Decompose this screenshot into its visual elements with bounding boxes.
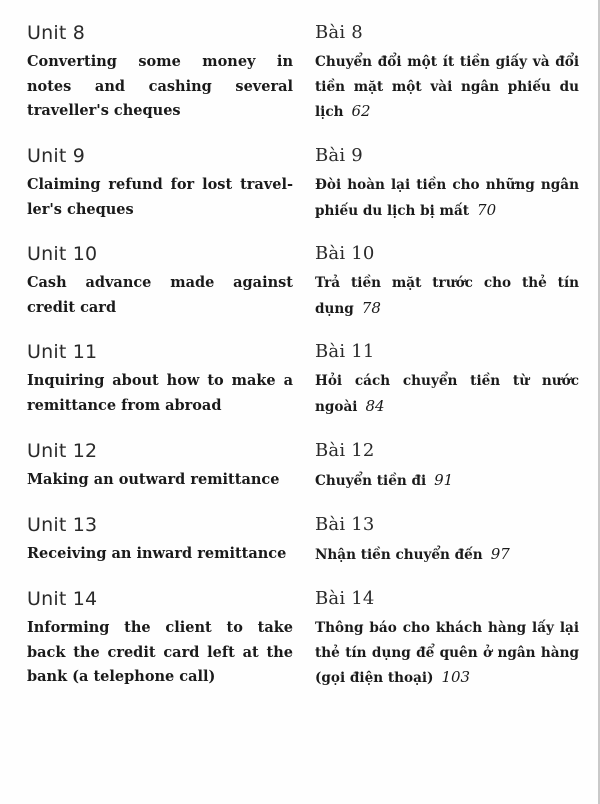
- lesson-label: Bài 12: [315, 440, 375, 461]
- page-number: 62: [351, 102, 371, 120]
- unit-label: Unit 10: [27, 243, 98, 265]
- toc-entry-vi: [315, 341, 579, 419]
- toc-entry-en: [27, 145, 293, 222]
- lesson-label: Bài 10: [315, 243, 375, 264]
- lesson-title-text: Thông báo cho khách hàng lấy lại thẻ tín dụng để quên ở ngân hàng (gọi điện thoại): [315, 620, 579, 686]
- lesson-title-text: Chuyển đổi một ít tiền giấy và đổi tiền mặt một vài ngân phiếu du lịch: [315, 54, 579, 120]
- lesson-label: Bài 14: [315, 588, 375, 609]
- toc-entry-vi: [315, 22, 579, 125]
- lesson-title: [315, 173, 579, 223]
- lesson-label: Bài 13: [315, 514, 375, 535]
- page-number: 103: [441, 668, 471, 686]
- toc-entry-en: [27, 341, 293, 418]
- unit-label: Unit 12: [27, 440, 98, 462]
- unit-title: Converting some money in notes and cashing several traveller's cheques: [27, 53, 293, 119]
- unit-label: Unit 9: [27, 145, 86, 167]
- page-number: 78: [361, 298, 381, 317]
- unit-title: Claiming refund for lost travel-ler's cheques: [27, 176, 293, 218]
- lesson-title-text: Chuyển tiền đi: [315, 473, 427, 489]
- lesson-label: Bài 8: [315, 22, 363, 43]
- lesson-title-text: Hỏi cách chuyển tiền từ nước ngoài: [315, 373, 579, 415]
- unit-title: Receiving an inward remittance: [27, 545, 287, 562]
- unit-title: Informing the client to take back the credit card left at the bank (a telephone call): [27, 619, 293, 685]
- lesson-title: [315, 542, 579, 568]
- unit-title: Making an outward remittance: [27, 471, 280, 488]
- lesson-title: [315, 616, 579, 691]
- page-number: 70: [477, 200, 497, 219]
- lesson-title: [315, 50, 579, 125]
- unit-label: Unit 8: [27, 22, 86, 44]
- unit-label: Unit 14: [27, 588, 98, 610]
- lesson-title-text: Nhận tiền chuyển đến: [315, 547, 483, 563]
- unit-label: Unit 11: [27, 341, 98, 363]
- toc-entry-vi: [315, 514, 579, 568]
- unit-title: Inquiring about how to make a remittance from abroad: [27, 372, 293, 414]
- toc-entry-en: [27, 440, 293, 493]
- lesson-title: [315, 369, 579, 419]
- page-number: 97: [490, 545, 510, 563]
- lesson-label: Bài 11: [315, 341, 375, 362]
- toc-entry-vi: [315, 243, 579, 321]
- toc-entry-en: [27, 243, 293, 320]
- unit-label: Unit 13: [27, 514, 98, 536]
- lesson-title-text: Trả tiền mặt trước cho thẻ tín dụng: [315, 275, 579, 317]
- lesson-title: [315, 271, 579, 321]
- lesson-label: Bài 9: [315, 145, 363, 166]
- toc-entry-vi: [315, 145, 579, 223]
- toc-entry-en: [27, 588, 293, 690]
- toc-entry-en: [27, 514, 293, 567]
- page-number: 91: [434, 471, 454, 489]
- lesson-title: [315, 468, 579, 494]
- toc-entry-vi: [315, 440, 579, 494]
- page-number: 84: [365, 396, 385, 415]
- unit-title: Cash advance made against credit card: [27, 274, 293, 316]
- toc-entry-en: [27, 22, 293, 124]
- lesson-title-text: Đòi hoàn lại tiền cho những ngân phiếu du lịch bị mất: [315, 177, 579, 219]
- toc-entry-vi: [315, 588, 579, 691]
